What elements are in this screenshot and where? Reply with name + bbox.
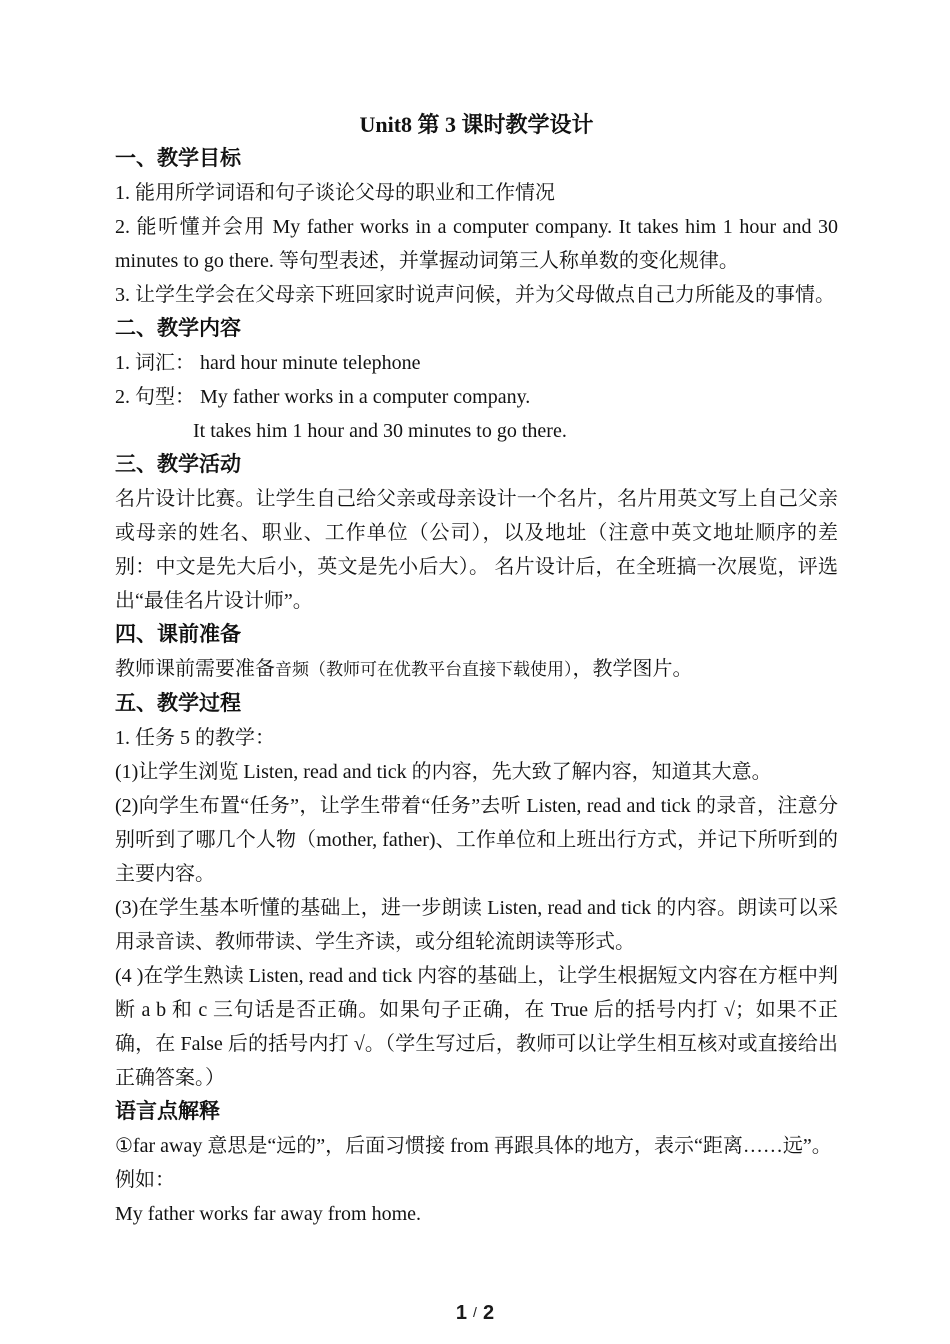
section-heading-activities: 三、教学活动 (115, 453, 241, 476)
document-title: Unit8 第 3 课时教学设计 (359, 112, 594, 137)
process-step-1: (1)让学生浏览 Listen, read and tick 的内容，先大致了解内容，知道其大意。 (115, 761, 772, 783)
page-footer (0, 1302, 950, 1325)
process-task-line: 1. 任务 5 的教学： (115, 727, 275, 749)
preparation-text-end: ，教学图片。 (572, 658, 693, 680)
sentence-pattern-line: 2. 句型： My father works in a computer company. (115, 386, 531, 408)
section-heading-contents: 二、教学内容 (115, 317, 241, 340)
example-label: 例如： (115, 1169, 175, 1191)
section-heading-objectives: 一、教学目标 (115, 147, 241, 170)
objective-item-3: 3. 让学生学会在父母亲下班回家时说声问候，并为父母做点自己力所能及的事情。 (115, 284, 835, 306)
process-step-4: (4 )在学生熟读 Listen, read and tick 内容的基础上，让学生根据短文内容在方框中判断 a b 和 c 三句话是否正确。如果句子正确，在 True 后的括号内打 √；如果不正确，在 False 后的括号内打 √。（学生写过后，教师可以让学生相互核对或直接给出正确答案。） (115, 965, 838, 1089)
preparation-note-small: 音频（教师可在优教平台直接下载使用） (275, 660, 573, 679)
document-content (115, 108, 838, 1231)
page-number-total: 2 (482, 1302, 495, 1324)
example-sentence: My father works far away from home. (115, 1203, 422, 1225)
process-step-2: (2)向学生布置“任务”，让学生带着“任务”去听 Listen, read and tick 的录音，注意分别听到了哪几个人物（mother, father)、工作单位和上班出行方式，并记下所听到的主要内容。 (115, 795, 838, 885)
preparation-text-start: 教师课前需要准备 (115, 658, 275, 680)
vocabulary-line: 1. 词汇： hard hour minute telephone (115, 352, 421, 374)
objective-item-2: 2. 能听懂并会用 My father works in a computer company. It takes him 1 hour and 30 minutes to go there. 等句型表述，并掌握动词第三人称单数的变化规律。 (115, 216, 838, 272)
activities-paragraph: 名片设计比赛。让学生自己给父亲或母亲设计一个名片，名片用英文写上自己父亲或母亲的姓名、职业、工作单位（公司），以及地址（注意中英文地址顺序的差别：中文是先大后小，英文是先小后大）。 名片设计后，在全班搞一次展览，评选出“最佳名片设计师”。 (115, 488, 838, 612)
section-heading-preparation: 四、课前准备 (115, 623, 241, 646)
section-heading-process: 五、教学过程 (115, 692, 241, 715)
objective-item-1: 1. 能用所学词语和句子谈论父母的职业和工作情况 (115, 182, 555, 204)
preparation-paragraph (115, 652, 838, 687)
process-step-3: (3)在学生基本听懂的基础上，进一步朗读 Listen, read and tick 的内容。朗读可以采用录音读、教师带读、学生齐读，或分组轮流朗读等形式。 (115, 897, 838, 953)
section-heading-language-points: 语言点解释 (115, 1100, 220, 1123)
sentence-pattern-continuation: It takes him 1 hour and 30 minutes to go there. (193, 420, 567, 442)
language-point-1: ①far away 意思是“远的”，后面习惯接 from 再跟具体的地方，表示“距离……远”。 (115, 1135, 832, 1157)
page-number-current: 1 (455, 1302, 468, 1324)
page-number-separator: / (473, 1304, 477, 1320)
